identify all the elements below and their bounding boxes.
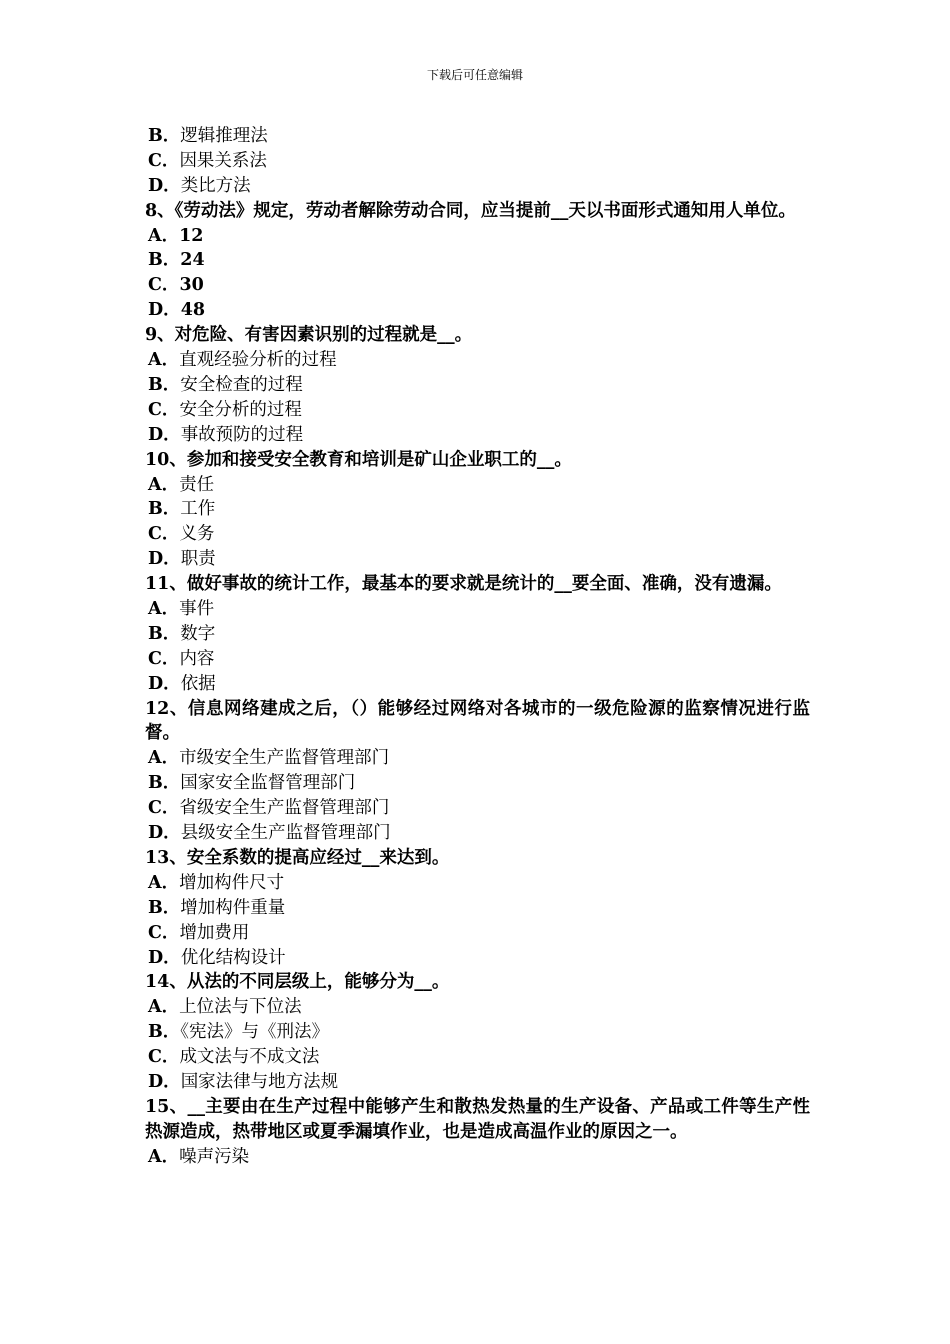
option-text: 增加构件重量 (180, 897, 286, 918)
option-letter: B． (148, 126, 181, 146)
option-letter: C． (148, 150, 180, 171)
option-line (145, 796, 810, 821)
option-line (145, 423, 810, 448)
option-letter: A． (148, 1146, 180, 1167)
option-text: 增加费用 (179, 922, 250, 943)
option-text: 县级安全生产监督管理部门 (180, 823, 391, 844)
option-text: 48 (180, 300, 206, 321)
option-text: 义务 (179, 524, 215, 545)
option-line (145, 522, 810, 547)
option-text: 国家法律与地方法规 (180, 1071, 339, 1092)
option-letter: D． (148, 947, 181, 968)
option-line (145, 821, 810, 846)
option-text: 增加构件尺寸 (179, 872, 285, 893)
option-letter: B． (148, 773, 181, 794)
option-text: 职责 (180, 549, 216, 570)
option-line (145, 1145, 810, 1170)
option-letter: C． (148, 399, 180, 420)
option-line (145, 473, 810, 498)
option-text: 直观经验分析的过程 (179, 350, 337, 371)
option-letter: D． (148, 300, 181, 321)
option-line (145, 1020, 810, 1045)
option-text: 24 (180, 250, 205, 271)
option-letter: A． (148, 598, 180, 619)
option-letter: B． (148, 374, 181, 395)
option-text: 噪声污染 (179, 1146, 250, 1167)
option-line (145, 174, 810, 199)
option-text: 省级安全生产监督管理部门 (179, 798, 390, 819)
option-line (145, 995, 810, 1020)
option-text: 国家安全监督管理部门 (180, 773, 356, 794)
option-line (145, 672, 810, 697)
option-letter: B． (148, 250, 181, 271)
option-text: 成文法与不成文法 (179, 1047, 320, 1068)
option-letter: C． (148, 922, 180, 943)
option-text: 市级安全生产监督管理部门 (179, 748, 390, 769)
document-body (145, 124, 810, 1170)
option-text: 事件 (179, 598, 215, 619)
option-line (145, 597, 810, 622)
option-letter: D． (148, 175, 181, 196)
option-letter: A． (148, 997, 180, 1018)
page-header: 下载后可任意编辑 (426, 68, 523, 82)
option-line (145, 746, 810, 771)
option-text: 依据 (180, 673, 216, 694)
option-line (145, 497, 810, 522)
option-line (145, 1045, 810, 1070)
option-line (145, 946, 810, 971)
question-14: 14、从法的不同层级上，能够分为__。 (145, 972, 450, 993)
option-line (145, 647, 810, 672)
option-line (145, 921, 810, 946)
question-15: 15、__主要由在生产过程中能够产生和散热发热量的生产设备、产品或工件等生产性热源造成，热带地区或夏季漏填作业，也是造成高温作业的原因之一。 (145, 1096, 810, 1142)
option-line (145, 373, 810, 398)
option-line (145, 298, 810, 323)
option-letter: B． (148, 623, 181, 644)
option-letter: C． (148, 1047, 180, 1068)
question-11: 11、做好事故的统计工作，最基本的要求就是统计的__要全面、准确，没有遗漏。 (145, 574, 782, 595)
option-line (145, 273, 810, 298)
option-letter: D． (148, 549, 181, 570)
option-text: 内容 (179, 648, 215, 669)
option-text: 数字 (180, 623, 216, 644)
option-line (145, 149, 810, 174)
option-letter: D． (148, 1071, 181, 1092)
option-line (145, 547, 810, 572)
option-text: 上位法与下位法 (179, 997, 302, 1018)
option-letter: C． (148, 798, 180, 819)
option-text: 30 (179, 275, 204, 296)
option-letter: D． (148, 424, 181, 445)
option-letter: B． (148, 1022, 181, 1043)
option-line (145, 124, 810, 149)
option-text: 因果关系法 (179, 150, 267, 171)
option-line (145, 1070, 810, 1095)
option-text: 类比方法 (180, 175, 251, 196)
option-text: 《宪法》与《刑法》 (180, 1022, 330, 1043)
option-line (145, 771, 810, 796)
option-letter: D． (148, 673, 181, 694)
option-line (145, 348, 810, 373)
option-text: 安全分析的过程 (179, 399, 302, 420)
option-letter: A． (148, 474, 180, 495)
option-letter: A． (148, 748, 180, 769)
option-line (145, 896, 810, 921)
option-text: 事故预防的过程 (180, 424, 304, 445)
option-letter: A． (148, 872, 180, 893)
question-9: 9、对危险、有害因素识别的过程就是__。 (145, 325, 473, 346)
option-line (145, 398, 810, 423)
option-line (145, 224, 810, 249)
option-text: 逻辑推理法 (180, 126, 268, 146)
option-letter: A． (148, 225, 180, 246)
option-letter: C． (148, 524, 180, 545)
question-10: 10、参加和接受安全教育和培训是矿山企业职工的__。 (145, 449, 572, 470)
option-text: 责任 (179, 474, 215, 495)
option-letter: A． (148, 350, 180, 371)
option-text: 安全检查的过程 (180, 374, 303, 395)
option-letter: B． (148, 897, 181, 918)
option-letter: B． (148, 499, 181, 520)
option-letter: C． (148, 648, 180, 669)
option-letter: C． (148, 275, 180, 296)
option-text: 工作 (180, 499, 216, 520)
option-text: 优化结构设计 (180, 947, 286, 968)
option-letter: D． (148, 823, 181, 844)
question-13: 13、安全系数的提高应经过__来达到。 (145, 847, 450, 868)
option-line (145, 248, 810, 273)
question-8: 8、《劳动法》规定，劳动者解除劳动合同，应当提前__天以书面形式通知用人单位。 (145, 200, 796, 221)
question-12: 12、信息网络建成之后，（）能够经过网络对各城市的一级危险源的监察情况进行监督。 (145, 698, 810, 744)
option-line (145, 622, 810, 647)
option-line (145, 871, 810, 896)
option-text: 12 (179, 225, 204, 246)
